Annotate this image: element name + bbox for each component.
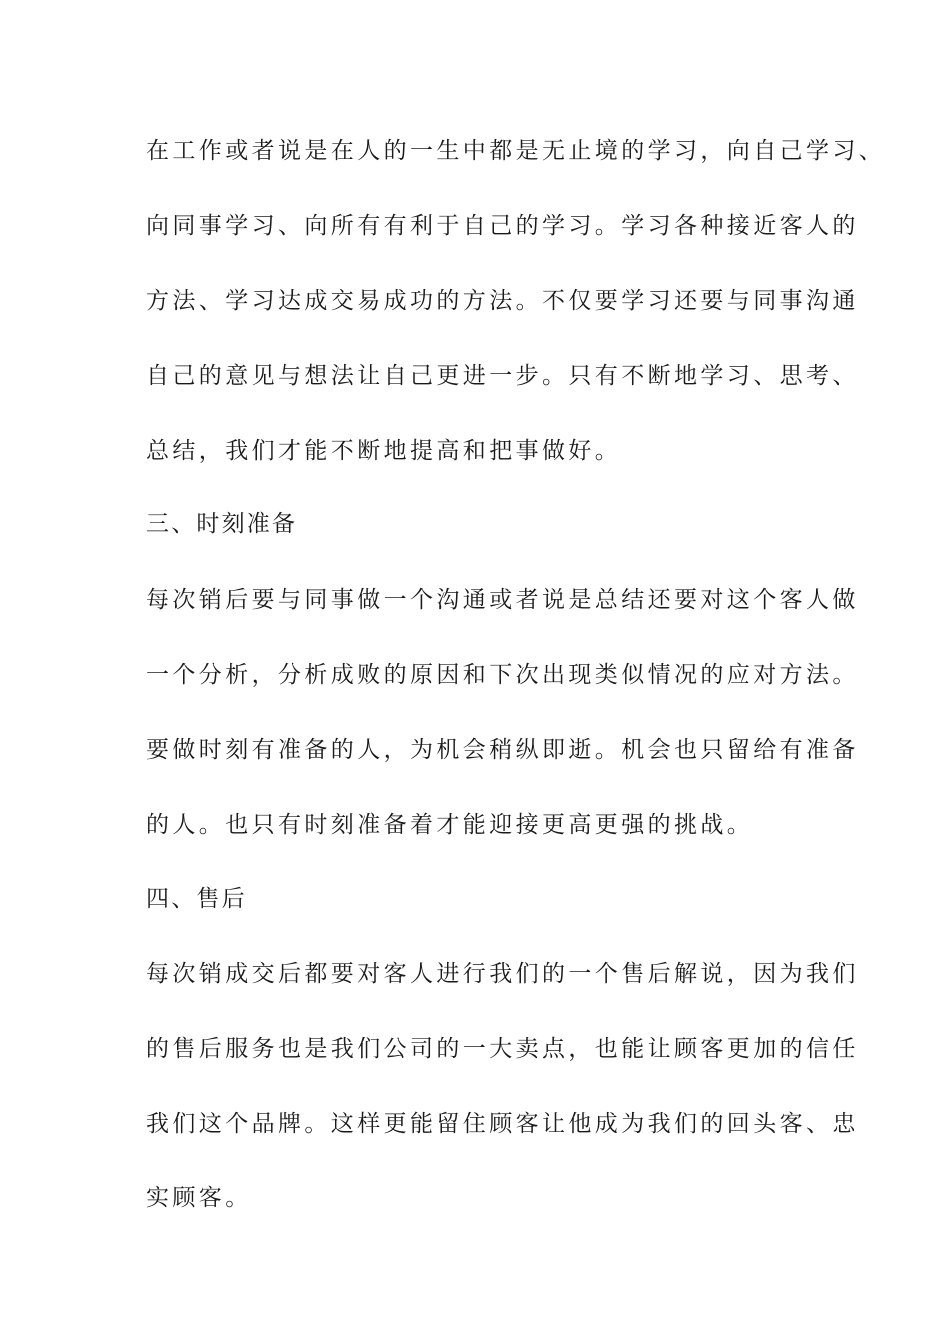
paragraph-line: 要做时刻有准备的人，为机会稍纵即逝。机会也只留给有准备 [146, 737, 859, 763]
paragraph-line: 方法、学习达成交易成功的方法。不仅要学习还要与同事沟通 [146, 288, 859, 314]
paragraph-line: 向同事学习、向所有有利于自己的学习。学习各种接近客人的 [146, 213, 859, 239]
section-heading-4: 四、售后 [146, 886, 247, 912]
paragraph-line: 自己的意见与想法让自己更进一步。只有不断地学习、思考、 [146, 363, 859, 389]
paragraph-line: 总结，我们才能不断地提高和把事做好。 [146, 438, 622, 464]
paragraph-line: 一个分析，分析成败的原因和下次出现类似情况的应对方法。 [146, 662, 859, 688]
paragraph-line: 在工作或者说是在人的一生中都是无止境的学习，向自己学习、 [146, 138, 886, 164]
paragraph-line: 每次销后要与同事做一个沟通或者说是总结还要对这个客人做 [146, 587, 859, 613]
paragraph-line: 每次销成交后都要对客人进行我们的一个售后解说，因为我们 [146, 961, 859, 987]
paragraph-line: 实顾客。 [146, 1185, 252, 1211]
paragraph-line: 的人。也只有时刻准备着才能迎接更高更强的挑战。 [146, 812, 754, 838]
paragraph-line: 我们这个品牌。这样更能留住顾客让他成为我们的回头客、忠 [146, 1111, 859, 1137]
paragraph-line: 的售后服务也是我们公司的一大卖点，也能让顾客更加的信任 [146, 1036, 859, 1062]
section-heading-3: 三、时刻准备 [146, 511, 298, 537]
